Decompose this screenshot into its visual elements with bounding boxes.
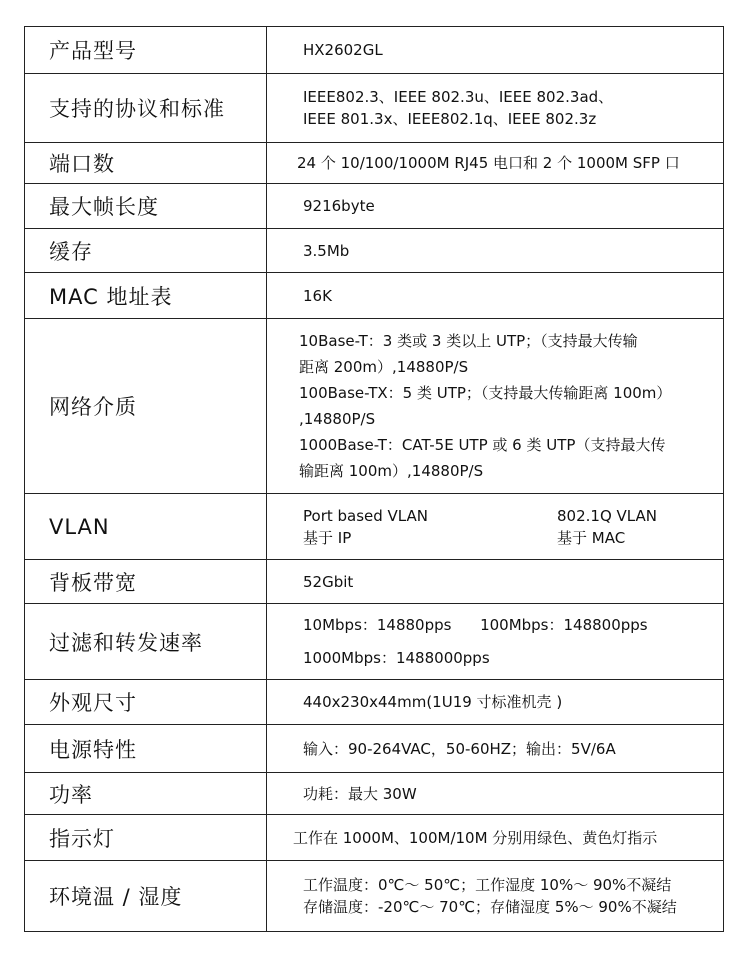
row-value xyxy=(267,680,723,724)
table-row xyxy=(25,229,723,273)
value-line: 10Mbps：14880pps 100Mbps：148800pps xyxy=(303,615,648,634)
table-row xyxy=(25,604,723,680)
value-line: 16K xyxy=(303,286,332,305)
row-value xyxy=(267,319,723,493)
value-line: Port based VLAN xyxy=(303,506,428,525)
table-row xyxy=(25,773,723,815)
row-label: 网络介质 xyxy=(25,319,267,493)
row-value xyxy=(267,815,723,860)
value-line: 100Base-TX：5 类 UTP；（支持最大传输距离 100m） xyxy=(299,384,672,402)
row-value xyxy=(267,861,723,931)
value-line: 基于 MAC xyxy=(557,528,626,547)
row-label: 指示灯 xyxy=(25,815,267,860)
table-row xyxy=(25,143,723,184)
table-row xyxy=(25,861,723,931)
row-label: MAC 地址表 xyxy=(25,273,267,318)
row-value xyxy=(267,725,723,772)
value-line: 802.1Q VLAN xyxy=(557,506,657,525)
value-line: 1000Mbps：1488000pps xyxy=(303,648,490,667)
row-value xyxy=(267,604,723,679)
table-row xyxy=(25,184,723,229)
row-label: 支持的协议和标准 xyxy=(25,74,267,142)
row-label: 缓存 xyxy=(25,229,267,272)
row-label: 外观尺寸 xyxy=(25,680,267,724)
row-value xyxy=(267,773,723,814)
table-row xyxy=(25,27,723,74)
value-line: IEEE802.3、IEEE 802.3u、IEEE 802.3ad、 xyxy=(303,88,614,106)
value-line: 10Base-T：3 类或 3 类以上 UTP；（支持最大传输 xyxy=(299,332,638,350)
row-value xyxy=(267,27,723,73)
value-line: 基于 IP xyxy=(303,528,352,547)
table-row xyxy=(25,494,723,560)
value-line: 存储温度：-20℃～ 70℃；存储湿度 5%～ 90%不凝结 xyxy=(303,898,677,916)
value-line: 距离 200m）,14880P/S xyxy=(299,358,469,376)
value-line: 输入：90-264VAC，50-60HZ；输出：5V/6A xyxy=(303,739,616,758)
value-line: 9216byte xyxy=(303,197,375,215)
row-value xyxy=(267,74,723,142)
row-label: 过滤和转发速率 xyxy=(25,604,267,679)
row-label: 产品型号 xyxy=(25,27,267,73)
row-value xyxy=(267,273,723,318)
value-line: IEEE 801.3x、IEEE802.1q、IEEE 802.3z xyxy=(303,110,597,128)
table-row xyxy=(25,815,723,861)
value-line: ,14880P/S xyxy=(299,410,376,428)
table-row xyxy=(25,273,723,319)
row-label: VLAN xyxy=(25,494,267,559)
row-value xyxy=(267,560,723,603)
row-label: 电源特性 xyxy=(25,725,267,772)
row-label: 功率 xyxy=(25,773,267,814)
value-line: 输距离 100m）,14880P/S xyxy=(299,462,484,480)
table-row xyxy=(25,725,723,773)
spec-table xyxy=(24,26,724,932)
row-label: 最大帧长度 xyxy=(25,184,267,228)
row-label: 端口数 xyxy=(25,143,267,183)
row-value xyxy=(267,184,723,228)
table-row xyxy=(25,74,723,143)
value-line: 24 个 10/100/1000M RJ45 电口和 2 个 1000M SFP 口 xyxy=(297,154,680,172)
value-line: HX2602GL xyxy=(303,41,383,59)
row-value xyxy=(267,494,737,559)
value-line: 功耗：最大 30W xyxy=(303,784,417,803)
table-row xyxy=(25,319,723,494)
value-line: 1000Base-T：CAT-5E UTP 或 6 类 UTP（支持最大传 xyxy=(299,436,666,454)
table-row xyxy=(25,560,723,604)
row-label: 背板带宽 xyxy=(25,560,267,603)
row-value xyxy=(267,229,723,272)
value-line: 3.5Mb xyxy=(303,241,350,260)
value-line: 工作在 1000M、100M/10M 分别用绿色、黄色灯指示 xyxy=(293,828,658,847)
row-label: 环境温 / 湿度 xyxy=(25,861,267,931)
table-row xyxy=(25,680,723,725)
value-line: 440x230x44mm(1U19 寸标准机壳 ) xyxy=(303,693,563,711)
vlan-grid xyxy=(303,505,737,549)
value-line: 52Gbit xyxy=(303,572,354,591)
value-line: 工作温度：0℃～ 50℃；工作湿度 10%～ 90%不凝结 xyxy=(303,876,672,894)
row-value xyxy=(267,143,723,183)
